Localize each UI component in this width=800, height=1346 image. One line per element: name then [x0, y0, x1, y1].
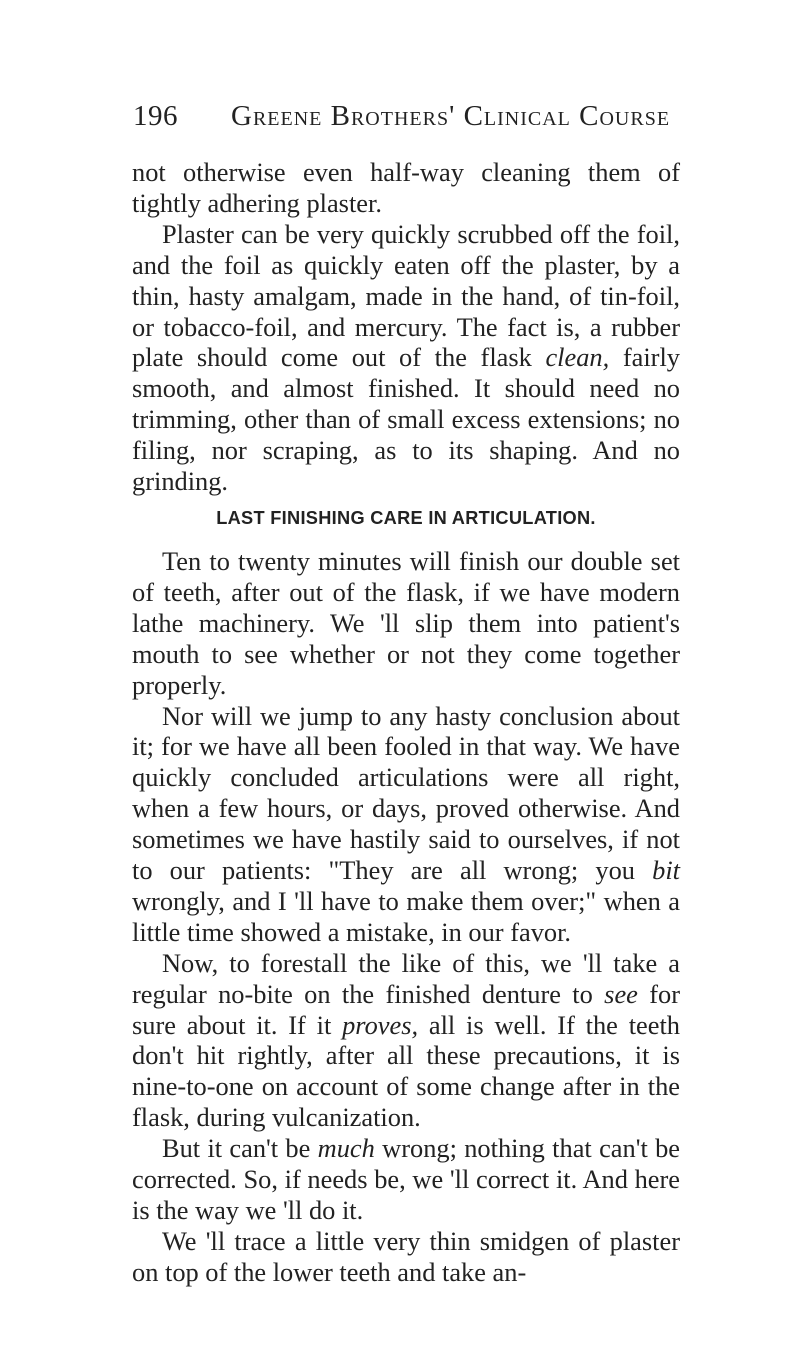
- paragraph: [132, 157, 680, 219]
- italic-text: clean,: [545, 342, 610, 373]
- italic-text: see: [604, 978, 638, 1009]
- running-title: Greene Brothers' Clinical Course: [231, 100, 671, 132]
- italic-text: proves,: [342, 1009, 419, 1040]
- text-run: We 'll trace a little very thin smidgen of plaster on top of the lower teeth and take an-: [132, 1225, 680, 1287]
- paragraph: [132, 219, 680, 497]
- paragraph: [132, 546, 680, 701]
- italic-text: much: [317, 1133, 375, 1164]
- text-run: But it can't be: [162, 1133, 318, 1164]
- text-run: fairly smooth, and almost finished. It should need no trimming, other than of small excess extensions; no filing, nor scraping, as to its shaping. And no grinding.: [132, 342, 680, 497]
- section-before-heading: [132, 157, 680, 497]
- text-run: all is well. If the teeth don't hit rightly, after all these precautions, it is nine-to-one on account of some change after in the flask, during vulcanization.: [132, 1009, 680, 1133]
- text-run: wrongly, and I 'll have to make them over;" when a little time showed a mistake, in our favor.: [132, 885, 680, 947]
- paragraph: [132, 948, 680, 1133]
- paragraph: [132, 1226, 680, 1288]
- section-heading: LAST FINISHING CARE IN ARTICULATION.: [216, 507, 596, 528]
- text-run: not otherwise even half-way cleaning them of tightly adhering plaster.: [132, 157, 680, 218]
- text-run: Plaster can be very quickly scrubbed off the foil, and the foil as quickly eaten off the plaster, by a thin, hasty amalgam, made in the hand, of tin-foil, or tobacco-foil, and mercury. The fact is, a rubber plate should come out of the flask: [132, 218, 680, 373]
- text-run: for sure about it. If it: [132, 978, 680, 1040]
- page-number: 196: [133, 100, 178, 132]
- text-run: Nor will we jump to any hasty conclusion about it; for we have all been fooled in that way. We have quickly concluded articulations were all right, when a few hours, or days, proved otherwise. And sometimes we have hastily said to ourselves, if not to our patients: "They are all wrong; you: [132, 700, 680, 886]
- section-after-heading: [132, 546, 680, 1288]
- italic-text: bit: [652, 855, 680, 886]
- paragraph: [132, 701, 680, 948]
- text-run: Now, to forestall the like of this, we 'll take a regular no-bite on the finished denture to: [132, 947, 680, 1009]
- text-run: Ten to twenty minutes will finish our double set of teeth, after out of the flask, if we have modern lathe machinery. We 'll slip them into patient's mouth to see whether or not they come together properly.: [132, 545, 680, 700]
- running-header: [133, 96, 673, 136]
- paragraph: [132, 1133, 680, 1226]
- body-text: [132, 157, 680, 1288]
- text-run: wrong; nothing that can't be corrected. So, if needs be, we 'll correct it. And here is the way we 'll do it.: [132, 1133, 680, 1225]
